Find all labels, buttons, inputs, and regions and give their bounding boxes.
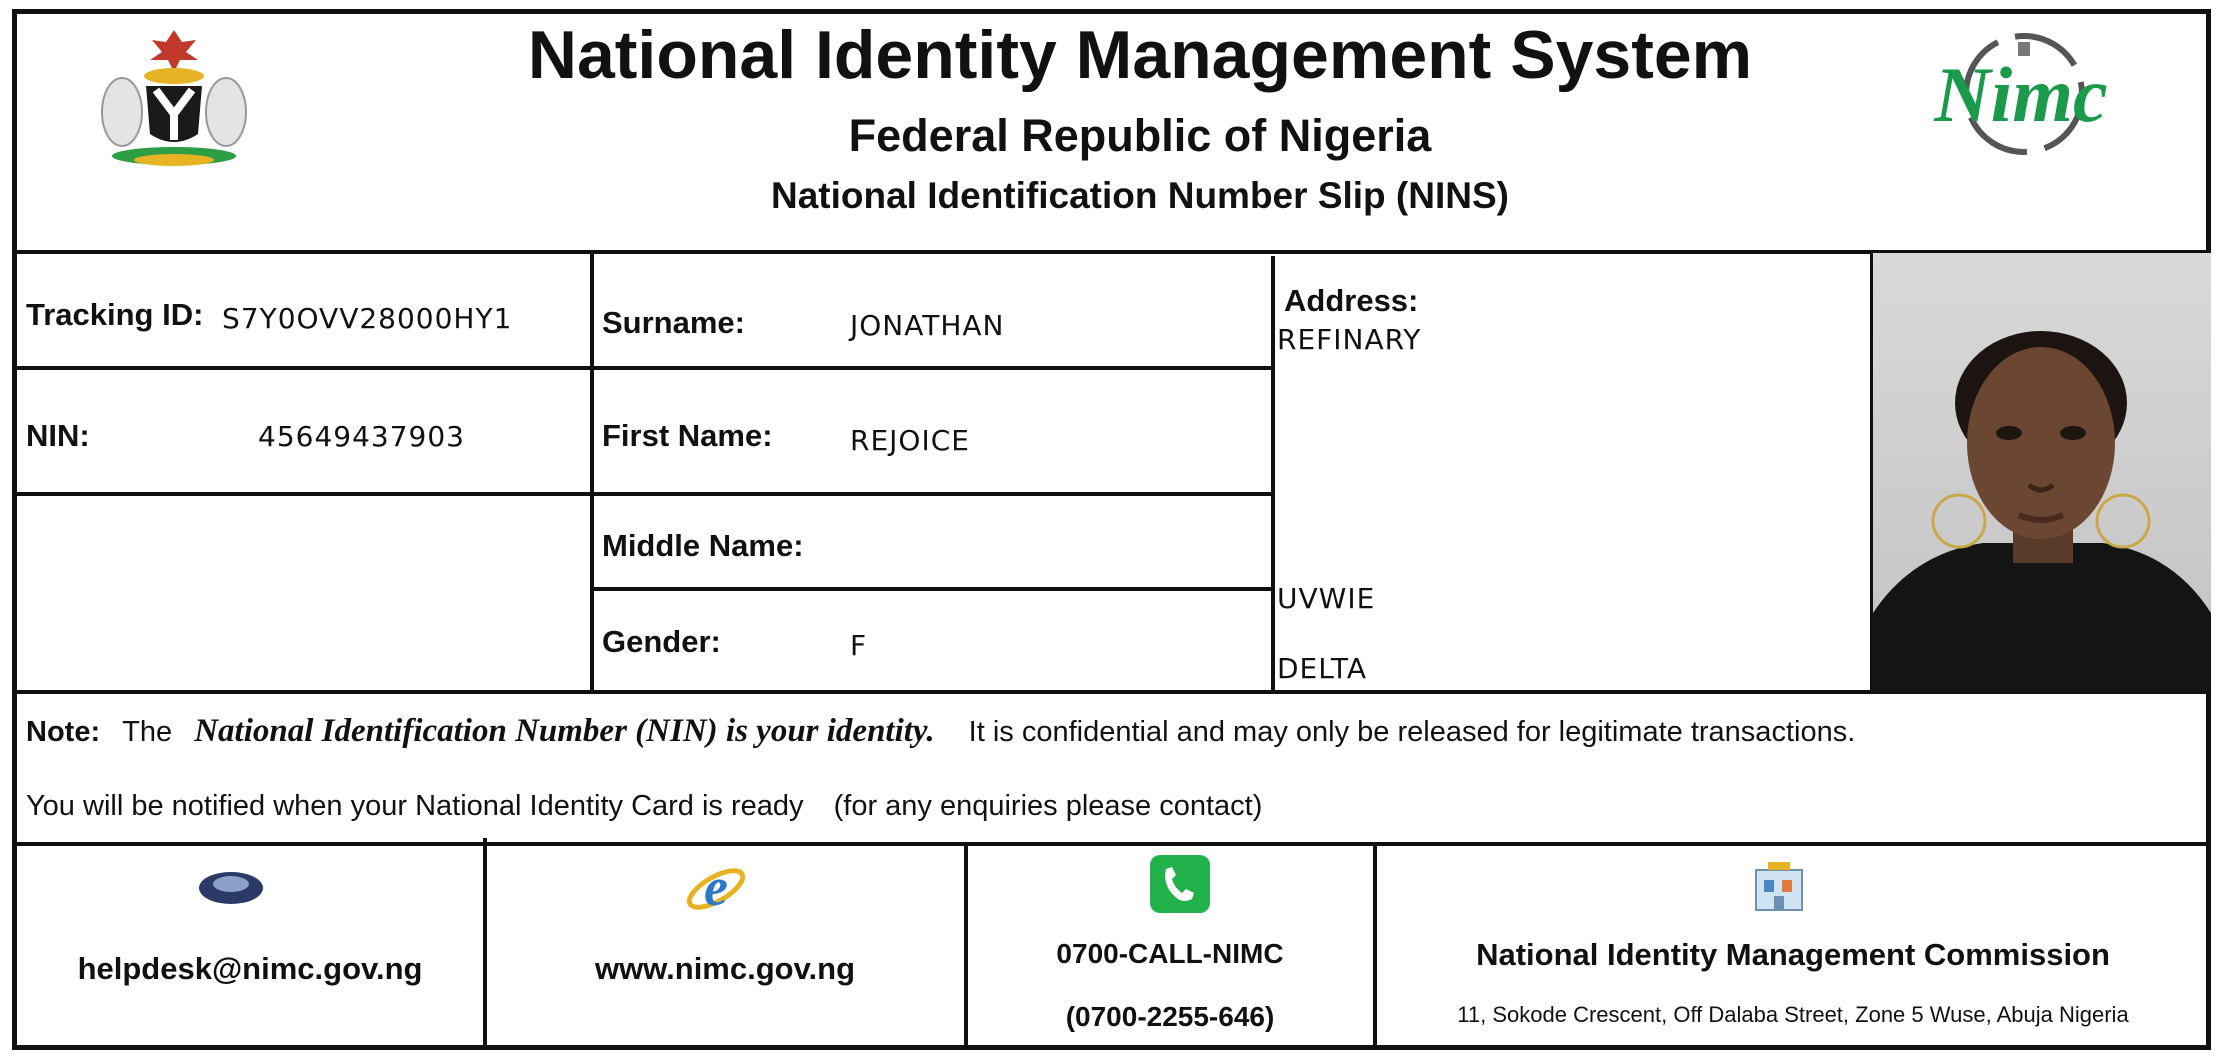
note-label: Note: (26, 716, 101, 748)
col1-divider (590, 252, 594, 690)
phone-digits: (0700-2255-646) (1065, 1001, 1275, 1032)
middle-name-label: Middle Name: (602, 528, 804, 563)
nin-label: NIN: (26, 418, 90, 453)
row2-divider (12, 492, 1275, 496)
page-title: National Identity Management System (527, 17, 1753, 93)
helpdesk-email: helpdesk@nimc.gov.ng (77, 951, 423, 986)
contact-divider-3 (1373, 844, 1377, 1050)
mail-icon (196, 866, 266, 906)
gender-value: F (850, 629, 868, 662)
note-line2-text: You will be notified when your National Identity Card is ready (26, 790, 804, 822)
phone-icon (1148, 853, 1212, 915)
building-icon (1752, 860, 1806, 912)
note-prefix: The (122, 716, 173, 748)
row1-divider (12, 366, 1275, 370)
gender-label: Gender: (602, 624, 721, 659)
svg-text:e: e (704, 857, 728, 917)
note-emphasis: National Identification Number (NIN) is your identity. (194, 713, 935, 749)
col2-divider (1271, 256, 1275, 690)
address-lga: UVWIE (1277, 582, 1376, 615)
nimc-logo-text: Nimc (1934, 51, 2108, 138)
passport-photo (1873, 253, 2211, 693)
tracking-id-label: Tracking ID: (26, 297, 204, 332)
first-name-label: First Name: (602, 418, 773, 453)
org-address: 11, Sokode Crescent, Off Dalaba Street, Zone 5 Wuse, Abuja Nigeria (1457, 1002, 2129, 1027)
org-name: National Identity Management Commission (1476, 937, 2110, 972)
note-line-2 (26, 790, 1262, 823)
internet-explorer-icon (684, 855, 748, 919)
website-link: www.nimc.gov.ng (594, 951, 856, 986)
surname-value: JONATHAN (850, 309, 1005, 342)
note-line-1 (26, 713, 1855, 750)
coat-of-arms-icon (86, 24, 262, 174)
contact-divider-1 (483, 838, 487, 1050)
row3-divider (593, 587, 1275, 591)
note-suffix: It is confidential and may only be released for legitimate transactions. (968, 716, 1856, 748)
address-line1: REFINARY (1277, 323, 1422, 356)
note-divider (12, 842, 2211, 846)
page-subtitle: Federal Republic of Nigeria (848, 110, 1432, 161)
tracking-id-value: S7Y0OVV28000HY1 (222, 302, 513, 335)
nimc-logo-icon (1926, 26, 2116, 166)
address-state: DELTA (1277, 652, 1368, 685)
surname-label: Surname: (602, 305, 745, 340)
slip-name: National Identification Number Slip (NINS) (771, 175, 1509, 216)
phone-number: 0700-CALL-NIMC (1056, 938, 1284, 969)
note-line2-contact: (for any enquiries please contact) (833, 790, 1263, 822)
address-label: Address: (1284, 283, 1419, 318)
first-name-value: REJOICE (850, 424, 970, 457)
nin-value: 45649437903 (258, 420, 465, 453)
